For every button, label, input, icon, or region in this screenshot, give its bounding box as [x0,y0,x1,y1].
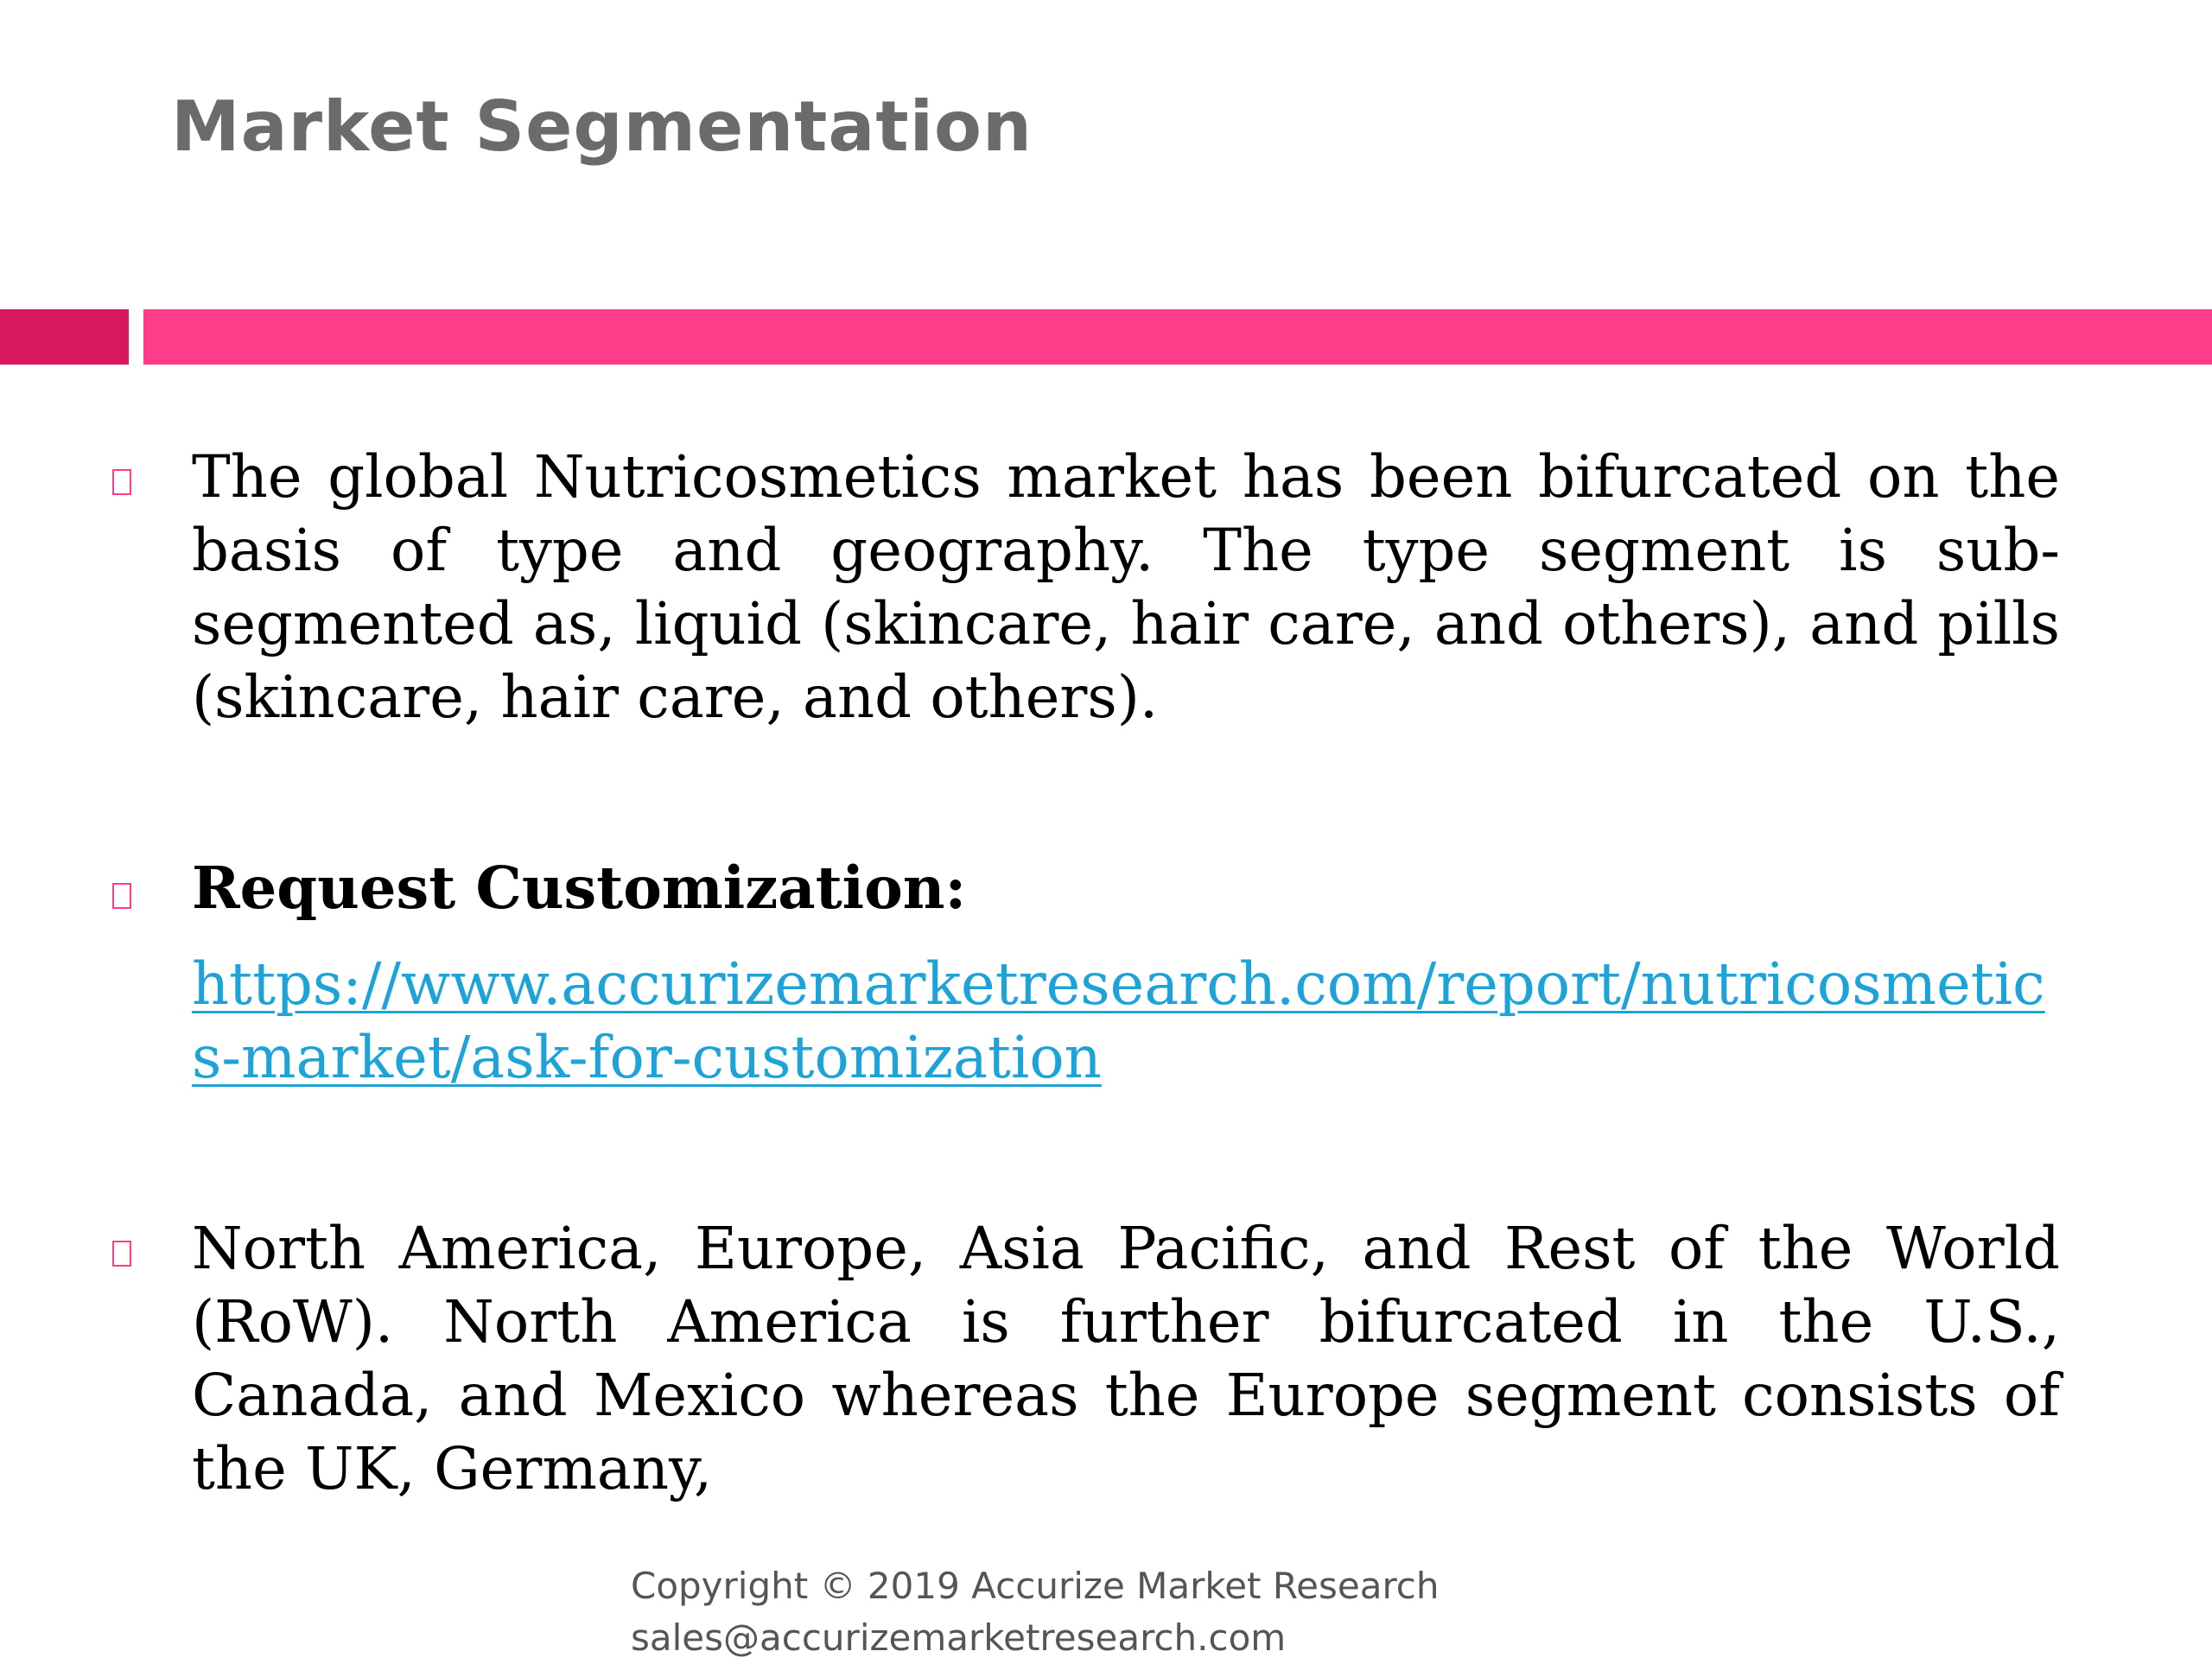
customization-link[interactable]: https://www.accurizemarketresearch.com/report/nutricosmetics-market/ask-for-customization [192,950,2045,1091]
accent-bar-left [0,309,129,365]
geography-paragraph: North America, Europe, Asia Pacific, and Rest of the World (RoW). North America is further bifurcated in the U.S., Canada, and Mexico whereas the Europe segment consists of the UK, Germany, [192,1215,2060,1502]
square-bullet-icon [112,1241,131,1267]
request-customization-heading: Request Customization: [192,854,967,922]
slide-title: Market Segmentation [171,86,1033,167]
footer-email: sales@accurizemarketresearch.com [631,1616,1287,1659]
square-bullet-icon [112,883,131,909]
square-bullet-icon [112,469,131,495]
accent-bar-right [143,309,2212,365]
copyright-text: Copyright © 2019 Accurize Market Research [631,1565,1440,1607]
segmentation-paragraph: The global Nutricosmetics market has been bifurcated on the basis of type and geography. The type segment is sub-segmented as, liquid (skincare, hair care, and others), and pills (skincare, hair care, and others). [192,443,2060,731]
footer [631,1560,1440,1664]
